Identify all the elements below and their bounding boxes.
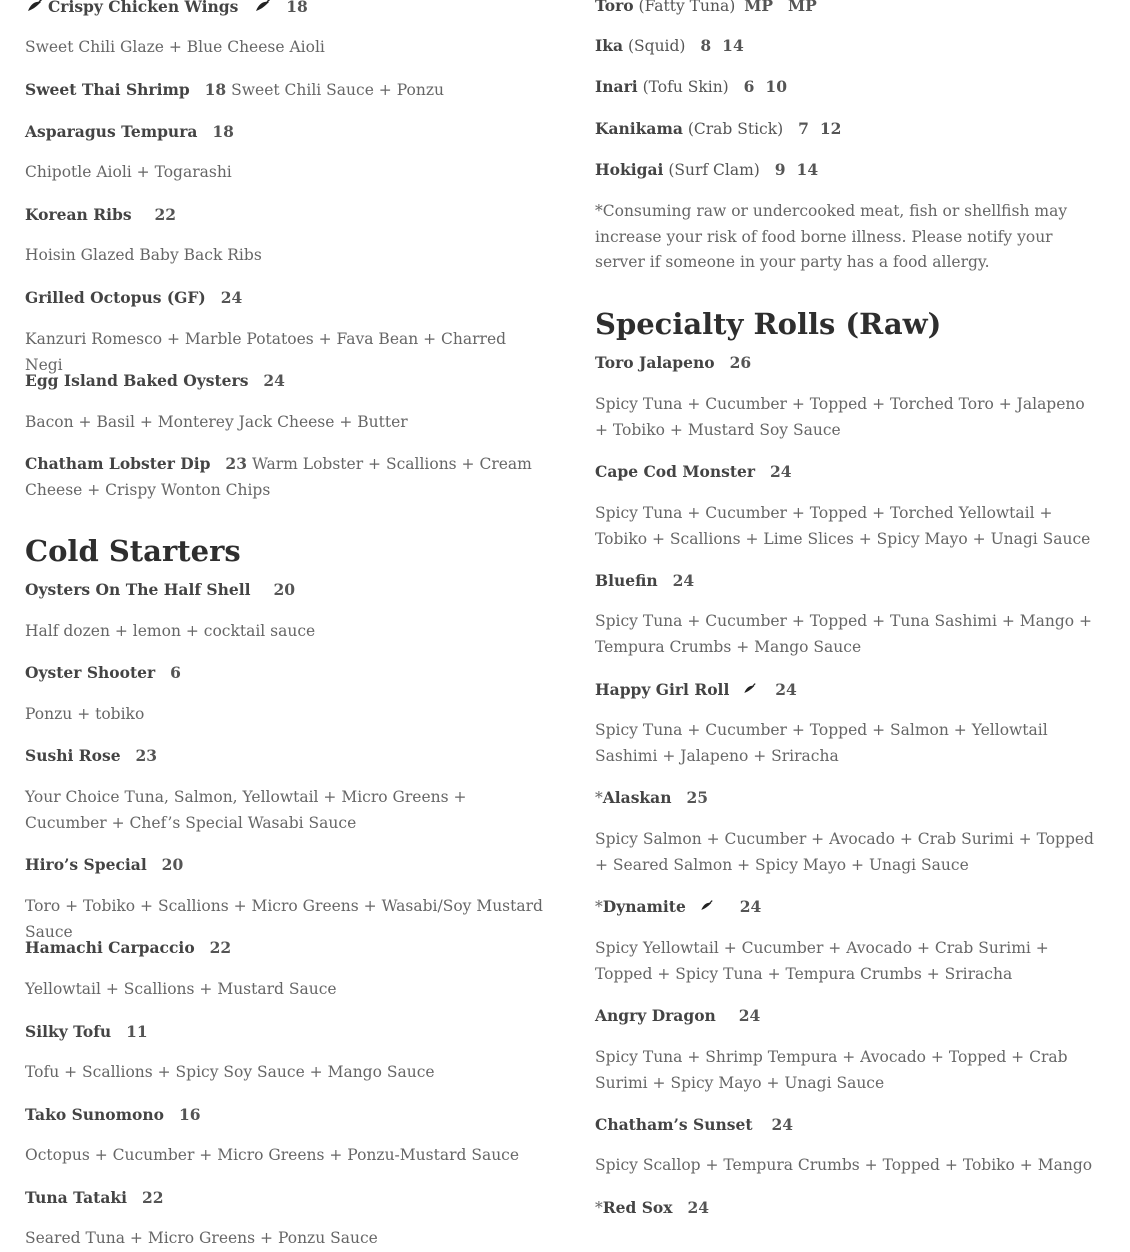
- section-heading-cold-starters: Cold Starters: [25, 534, 241, 568]
- menu-item: [25, 577, 545, 604]
- item-name: Sushi Rose: [25, 746, 121, 765]
- item-name: Hamachi Carpaccio: [25, 938, 195, 957]
- roll-item: [595, 785, 1100, 812]
- menu-item: [25, 852, 545, 879]
- roll-item: [595, 568, 1100, 595]
- item-name: Tuna Tataki: [25, 1188, 128, 1207]
- item-price-nigiri: 8: [700, 36, 712, 55]
- item-price: 20: [273, 580, 296, 599]
- item-price: 22: [141, 1188, 164, 1207]
- item-name: Alaskan: [602, 788, 672, 807]
- item-name: Angry Dragon: [595, 1006, 716, 1025]
- item-price: 18: [212, 122, 234, 141]
- item-description: Spicy Scallop + Tempura Crumbs + Topped + Tobiko + Mango: [595, 1156, 1093, 1174]
- item-name: Hiro’s Special: [25, 855, 147, 874]
- item-name: Sweet Thai Shrimp: [25, 80, 190, 99]
- item-name: Korean Ribs: [25, 205, 132, 224]
- item-price: 16: [178, 1105, 201, 1124]
- item-description: Ponzu + tobiko: [25, 705, 145, 723]
- item-subtitle: (Surf Clam): [668, 161, 760, 179]
- item-description: Spicy Tuna + Cucumber + Topped + Torched Toro + Jalapeno + Tobiko + Mustard Soy Sauce: [595, 395, 1085, 439]
- item-name: Kanikama: [595, 119, 683, 138]
- item-description: Kanzuri Romesco + Marble Potatoes + Fava Bean + Charred Negi: [25, 330, 507, 374]
- item-description: Sweet Chili Glaze + Blue Cheese Aioli: [25, 38, 325, 56]
- menu-item: [25, 451, 545, 503]
- item-price: 22: [209, 938, 232, 957]
- item-description: Spicy Salmon + Cucumber + Avocado + Crab Surimi + Topped + Seared Salmon + Spicy Mayo + Unagi Sauce: [595, 830, 1094, 874]
- menu-item: [25, 743, 545, 770]
- roll-item: [595, 350, 1100, 377]
- item-description: Hoisin Glazed Baby Back Ribs: [25, 246, 262, 264]
- item-name: Cape Cod Monster: [595, 462, 756, 481]
- raw-asterisk: *: [595, 898, 603, 916]
- item-name: Inari: [595, 77, 638, 96]
- item-name: Dynamite: [602, 897, 686, 916]
- menu-item: [25, 1019, 545, 1046]
- item-description: Octopus + Cucumber + Micro Greens + Ponzu-Mustard Sauce: [25, 1146, 520, 1164]
- item-price: 24: [687, 1198, 710, 1217]
- item-price: 23: [135, 746, 158, 765]
- item-price-nigiri: 9: [774, 160, 786, 179]
- item-price: 18: [204, 80, 227, 99]
- item-price: 11: [126, 1022, 148, 1041]
- allergy-disclaimer: *Consuming raw or undercooked meat, fish or shellfish may increase your risk of food borne illness. Please notify your server if someone in your party has a food allergy.: [595, 202, 1068, 271]
- item-description: Sweet Chili Sauce + Ponzu: [231, 81, 444, 99]
- item-name: Silky Tofu: [25, 1022, 112, 1041]
- item-price-sashimi: 12: [819, 119, 842, 138]
- item-name: Red Sox: [602, 1198, 673, 1217]
- item-name: Asparagus Tempura: [25, 122, 198, 141]
- item-price: 24: [739, 897, 762, 916]
- item-name: Chatham’s Sunset: [595, 1115, 753, 1134]
- nigiri-item: [595, 74, 1100, 101]
- chili-pepper-icon: [742, 679, 756, 693]
- nigiri-item: [595, 33, 1100, 60]
- item-price: 24: [220, 288, 243, 307]
- item-price: 24: [263, 371, 285, 390]
- item-price: 25: [686, 788, 709, 807]
- item-description: Spicy Tuna + Cucumber + Topped + Tuna Sashimi + Mango + Tempura Crumbs + Mango Sauce: [595, 612, 1093, 656]
- item-subtitle: (Fatty Tuna): [638, 0, 736, 15]
- item-price-sashimi: 14: [796, 160, 819, 179]
- item-name: Oyster Shooter: [25, 663, 156, 682]
- roll-item: [595, 1003, 1100, 1030]
- item-subtitle: (Squid): [627, 37, 686, 55]
- item-subtitle: (Tofu Skin): [642, 78, 729, 96]
- chili-pepper-icon: [25, 0, 43, 10]
- item-name: Tako Sunomono: [25, 1105, 164, 1124]
- menu-item: [25, 202, 545, 229]
- item-description: Chipotle Aioli + Togarashi: [25, 163, 232, 181]
- item-price: 24: [770, 462, 792, 481]
- item-name: Crispy Chicken Wings: [47, 0, 239, 16]
- item-price: 20: [161, 855, 184, 874]
- item-price-sashimi: 14: [722, 36, 744, 55]
- menu-item: [25, 1185, 545, 1212]
- roll-item: [595, 1195, 1100, 1222]
- roll-item: [595, 894, 1100, 921]
- menu-item: [25, 285, 545, 312]
- item-price: 26: [729, 353, 752, 372]
- item-description: Seared Tuna + Micro Greens + Ponzu Sauce: [25, 1229, 378, 1247]
- item-price: 24: [771, 1115, 794, 1134]
- menu-item: [25, 1102, 545, 1129]
- raw-asterisk: *: [595, 1199, 603, 1217]
- item-price: 18: [286, 0, 308, 16]
- item-name: Hokigai: [595, 160, 664, 179]
- item-price-nigiri: MP: [744, 0, 774, 15]
- item-price: 24: [775, 680, 797, 699]
- menu-item: [25, 119, 545, 146]
- item-subtitle: (Crab Stick): [687, 120, 784, 138]
- item-description: Spicy Yellowtail + Cucumber + Avocado + Crab Surimi + Topped + Spicy Tuna + Tempura Crumbs + Sriracha: [595, 939, 1049, 983]
- item-name: Oysters On The Half Shell: [25, 580, 251, 599]
- item-name: Bluefin: [595, 571, 658, 590]
- item-description: Spicy Tuna + Cucumber + Topped + Salmon + Yellowtail Sashimi + Jalapeno + Sriracha: [595, 721, 1048, 765]
- item-name: Ika: [595, 36, 624, 55]
- menu-item: [25, 368, 545, 395]
- item-price-sashimi: MP: [787, 0, 817, 15]
- item-description: Toro + Tobiko + Scallions + Micro Greens + Wasabi/Soy Mustard Sauce: [25, 897, 543, 941]
- item-price: 23: [225, 454, 247, 473]
- section-heading-specialty-rolls: Specialty Rolls (Raw): [595, 307, 942, 341]
- nigiri-item: [595, 116, 1100, 143]
- menu-item: [25, 77, 545, 104]
- roll-item: [595, 1112, 1100, 1139]
- nigiri-item: [595, 0, 1100, 20]
- item-description: Warm Lobster + Scallions + Cream Cheese + Crispy Wonton Chips: [25, 455, 532, 499]
- item-price-nigiri: 7: [798, 119, 809, 138]
- item-name: Egg Island Baked Oysters: [25, 371, 249, 390]
- item-name: Chatham Lobster Dip: [25, 454, 211, 473]
- item-description: Spicy Tuna + Shrimp Tempura + Avocado + Topped + Crab Surimi + Spicy Mayo + Unagi Sauce: [595, 1048, 1068, 1092]
- item-description: Yellowtail + Scallions + Mustard Sauce: [25, 980, 337, 998]
- raw-asterisk: *: [595, 789, 603, 807]
- item-description: Bacon + Basil + Monterey Jack Cheese + Butter: [25, 413, 408, 431]
- chili-pepper-icon: [699, 896, 713, 910]
- nigiri-item: [595, 157, 1100, 184]
- roll-item: [595, 677, 1100, 704]
- item-description: Half dozen + lemon + cocktail sauce: [25, 622, 316, 640]
- item-name: Toro: [595, 0, 634, 15]
- item-price-sashimi: 10: [765, 77, 787, 96]
- menu-item: [25, 0, 545, 21]
- item-name: Happy Girl Roll: [595, 680, 730, 699]
- item-price: 24: [672, 571, 695, 590]
- item-name: Grilled Octopus (GF): [25, 288, 206, 307]
- item-description: Spicy Tuna + Cucumber + Topped + Torched Yellowtail + Tobiko + Scallions + Lime Slices + Spicy Mayo + Unagi Sauce: [595, 504, 1091, 548]
- chili-pepper-icon: [253, 0, 271, 10]
- menu-item: [25, 660, 545, 687]
- roll-item: [595, 459, 1100, 486]
- item-price-nigiri: 6: [743, 77, 755, 96]
- item-price: 6: [170, 663, 181, 682]
- item-price: 22: [154, 205, 177, 224]
- menu-item: [25, 935, 545, 962]
- item-description: Tofu + Scallions + Spicy Soy Sauce + Mango Sauce: [25, 1063, 435, 1081]
- item-name: Toro Jalapeno: [595, 353, 715, 372]
- item-price: 24: [738, 1006, 761, 1025]
- item-description: Your Choice Tuna, Salmon, Yellowtail + Micro Greens + Cucumber + Chef’s Special Wasabi Sauce: [25, 788, 467, 832]
